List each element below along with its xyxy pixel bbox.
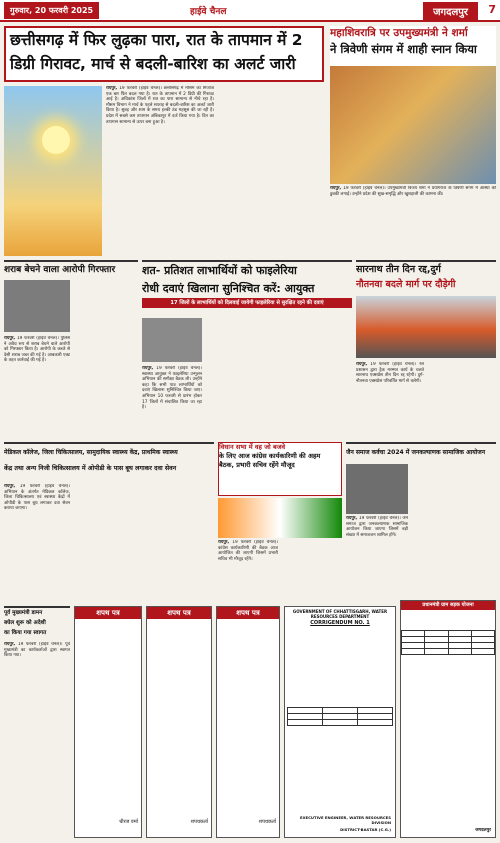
story4-headline-line1: शत- प्रतिशत लाभार्थियों को फाइलेरिया <box>142 264 297 277</box>
edition-city: जगदलपुर <box>423 2 478 20</box>
affidavit-1-title: शपथ पत्र <box>75 607 141 619</box>
story8-body-col1 <box>346 516 408 596</box>
story4-body-col2 <box>206 318 278 438</box>
story4-dateline: रायपुर, <box>142 366 154 371</box>
story2-body-text: 19 फरवरी (हाईवे चैनल)। उपमुख्यमंत्री विजय शर्मा ने प्रयागराज के त्रिवेणी संगम में आस्था की डुबकी लगाई। उन्होंने प्रदेश की सुख-समृद्धि और खुशहाली की कामना की। <box>330 186 496 197</box>
story5-body-text: 19 फरवरी (हाईवे चैनल)। रेल प्रशासन द्वारा ट्रैक मरम्मत कार्य के चलते सारनाथ एक्सप्रेस तीन दिन रद्द रहेगी। दुर्ग-नौतनवा एक्सप्रेस परिवर्तित मार्ग से चलेगी। <box>356 362 424 384</box>
story5-dateline: रायपुर, <box>356 362 368 367</box>
story7-headline-line1: विधान सभा में वह जो बजवे <box>219 443 286 451</box>
sun-photo <box>4 86 102 256</box>
story6-dateline: रायपुर, <box>4 484 16 489</box>
tender-footer: EXECUTIVE ENGINEER, WATER RESOURCES DIVISION <box>300 815 391 825</box>
story5-headline-box <box>356 260 496 294</box>
story3-body <box>4 336 70 438</box>
story9-dateline: रायपुर, <box>4 642 16 647</box>
affidavit-ad-2 <box>146 606 212 838</box>
story8-photo <box>346 464 408 514</box>
story5-headline-line1: सारनाथ तीन दिन रद्द,दुर्ग <box>356 264 441 275</box>
story3-headline-box <box>4 260 138 278</box>
paper-name: हाईवे चैनल <box>190 7 227 17</box>
story2-photo <box>330 66 496 184</box>
story6-body-col2 <box>74 484 142 602</box>
affidavit-3-signature: शपथकर्ता <box>258 819 276 825</box>
train-photo <box>356 296 496 358</box>
affidavit-2-signature: शपथकर्ता <box>190 819 208 825</box>
story7-body-col1 <box>218 540 278 602</box>
affidavit-ad-3 <box>216 606 280 838</box>
page-number: 7 <box>488 3 496 16</box>
story1-headline-box <box>4 26 324 82</box>
story8-body-text: 19 फरवरी (हाईवे चैनल)। जैन समाज द्वारा जनकल्याणक सामाजिक आयोजन किया जाएगा जिसमें बड़ी संख्या में समाजजन शामिल होंगे। <box>346 516 408 538</box>
masthead-bar <box>0 0 500 22</box>
story9-headline-line1: पूर्व मुख्यमंत्री डामन <box>4 610 43 616</box>
story1-headline-line2: डिग्री गिरावट, मार्च से बदली-बारिश का अलर्ट जारी <box>10 55 296 73</box>
story8-dateline: रायपुर, <box>346 516 358 521</box>
story9-headline-line2: बघेल शुरू को अदेशी <box>4 620 46 626</box>
story5-body-col1 <box>356 362 424 438</box>
story1-body-col2 <box>218 86 324 256</box>
tender-footer2: DISTRICT-BASTAR (C.G.) <box>340 827 391 832</box>
story6-body-text: 19 फरवरी (हाईवे चैनल)। अभियान के अंतर्गत मेडिकल कॉलेज, जिला चिकित्सालय एवं स्वास्थ्य केंद्रों में ओपीडी के पास बूथ लगाकर दवा सेवन कराया जाएगा। <box>4 484 70 512</box>
story6-headline-box <box>4 442 214 480</box>
story9-body-text: 19 फरवरी (हाईवे चैनल)। पूर्व मुख्यमंत्री का कार्यकर्ताओं द्वारा स्वागत किया गया। <box>4 642 70 659</box>
story2-dateline: रायपुर, <box>330 186 342 191</box>
story3-headline: शराब बेचने वाला आरोपी गिरफ्तार <box>4 265 116 275</box>
affidavit-1-signature: धीरज वर्मा <box>119 819 138 825</box>
road-notice-title: प्रधानमंत्री ग्राम सड़क योजना <box>401 601 495 610</box>
story8-body-col2 <box>412 464 496 596</box>
road-notice <box>400 600 496 838</box>
story4-headline-line2: रोधी दवाएं खिलाना सुनिश्चित करें: आयुक्त <box>142 282 315 295</box>
story1-dateline: रायपुर, <box>106 86 118 91</box>
story5-body-col2 <box>428 362 496 438</box>
story4-body-col3 <box>282 318 352 438</box>
story1-body: 19 फरवरी (हाईवे चैनल)। छत्तीसगढ़ में मौसम का मिजाज एक बार फिर बदल गया है। रात के तापमान में 2 डिग्री की गिरावट आई है। अधिकांश जिलों में रात का पारा सामान्य से नीचे रहा है। मौसम विभाग ने मार्च के पहले सप्ताह से बदली-बारिश का अलर्ट जारी किया है। सुबह और शाम के समय हल्की ठंड महसूस की जा रही है। प्रदेश में सबसे कम तापमान अंबिकापुर में दर्ज किया गया है। दिन का तापमान सामान्य से ऊपर बना हुआ है। <box>106 86 214 125</box>
story7-headline-box <box>218 442 342 496</box>
road-notice-footer: जगदलपुर <box>475 828 491 833</box>
story3-body-col2 <box>74 280 138 438</box>
affidavit-ad-1 <box>74 606 142 838</box>
story3-body-text: 19 फरवरी (हाईवे चैनल)। पुलिस ने अवैध रूप से शराब बेचने वाले आरोपी को गिरफ्तार किया है। आरोपी के कब्जे से देसी शराब जब्त की गई है। आबकारी एक्ट के तहत कार्रवाई की गई है। <box>4 336 70 364</box>
story7-headline-line2: के लिए आज कांग्रेस कार्यकारिणी की अहम <box>219 452 321 460</box>
story7-headline-line3: बैठक, प्रभारी सचिव रहेंगे मौजूद <box>219 461 295 469</box>
story4-body-text: 19 फरवरी (हाईवे चैनल)। स्वास्थ्य आयुक्त ने फाइलेरिया उन्मूलन अभियान की समीक्षा बैठक ली। उन्होंने कहा कि सभी पात्र लाभार्थियों को दवाएं खिलाना सुनिश्चित किया जाए। अभियान 10 फरवरी से प्रारंभ होकर 17 जिलों में संचालित किया जा रहा है। <box>142 366 202 411</box>
story2-headline: ने त्रिवेणी संगम में शाही स्नान किया <box>330 42 477 56</box>
affidavit-2-title: शपथ पत्र <box>147 607 211 619</box>
story8-headline: जैन समाज कर्वचा 2024 में जनकल्याणक सामाजिक आयोजन <box>346 449 486 456</box>
issue-date: गुरुवार, 20 फरवरी 2025 <box>4 2 99 19</box>
story6-body-col3 <box>146 484 214 602</box>
story1-headline-line1: छत्तीसगढ़ में फिर लुढ़का पारा, रात के तापमान में 2 <box>10 31 303 49</box>
story7-photo <box>218 498 342 538</box>
story6-headline-line1: मेडिकल कॉलेज, जिला चिकित्सालय, सामुदायिक स्वास्थ्य केंद्र, प्राथमिक स्वास्थ्य <box>4 449 178 456</box>
story1-body-col1 <box>106 86 214 256</box>
story7-dateline: रायपुर, <box>218 540 230 545</box>
story3-photo <box>4 280 70 332</box>
story2-kicker: महाशिवरात्रि पर उपमुख्यमंत्री ने शर्मा <box>330 27 468 39</box>
story4-subhead: 17 जिलों के लाभार्थियों को दिलवाई जायेगी फाइलेरिया से सुरक्षित रहने की दवाएं <box>142 298 352 308</box>
tender-notice <box>284 606 396 838</box>
story8-headline-box <box>346 442 496 462</box>
sun-icon <box>42 126 70 154</box>
story4-headline-box <box>142 260 352 316</box>
story6-body-col1 <box>4 484 70 602</box>
story4-body-col1 <box>142 366 202 438</box>
tender-title: GOVERNMENT OF CHHATTISGARH, WATER RESOURCES DEPARTMENT <box>292 609 388 619</box>
story7-body-col2 <box>282 540 342 602</box>
affidavit-3-title: शपथ पत्र <box>217 607 279 619</box>
tender-table <box>287 707 393 726</box>
story9-headline-box <box>4 606 70 640</box>
story2-body <box>330 186 496 258</box>
story3-dateline: रायपुर, <box>4 336 16 341</box>
story9-body <box>4 642 70 838</box>
road-notice-table <box>401 630 495 655</box>
story4-photo <box>142 318 202 362</box>
story5-headline-line2: नौतनवा बदले मार्ग पर दौड़ेगी <box>356 279 456 290</box>
story7-body-text: 19 फरवरी (हाईवे चैनल)। कांग्रेस कार्यकारिणी की बैठक आज आयोजित की जाएगी जिसमें प्रभारी सचिव भी मौजूद रहेंगे। <box>218 540 278 562</box>
story6-headline-line2: केंद्र तथा अन्य निजी चिकित्सालय में ओपीडी के पास बूथ लगाकर दवा सेवन <box>4 465 177 472</box>
story9-headline-line3: का किया गया स्वागत <box>4 630 47 636</box>
tender-subtitle: CORRIGENDUM NO. 1 <box>310 620 370 626</box>
